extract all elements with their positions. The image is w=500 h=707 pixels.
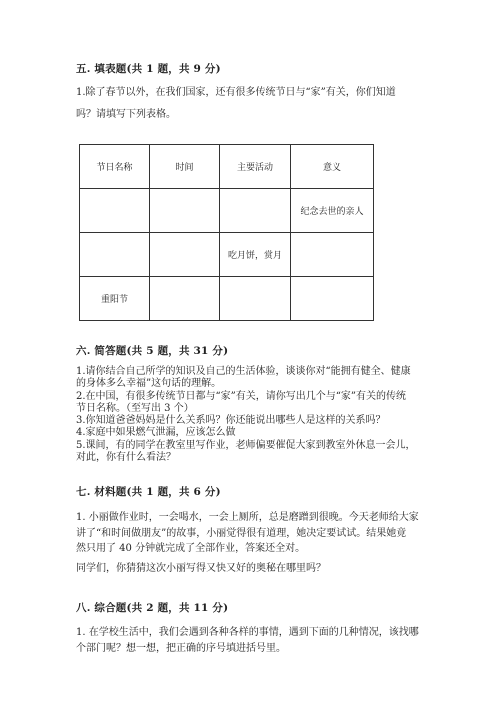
table-cell: 重阳节 <box>80 277 150 321</box>
section-7-title: 七. 材料题(共 1 题，共 6 分) <box>76 486 221 498</box>
table-row <box>80 189 374 233</box>
question-line: 4.家庭中如果燃气泄漏，应该怎么做 <box>76 427 236 439</box>
section-8-title: 八. 综合题(共 2 题，共 11 分) <box>76 602 229 614</box>
table-cell[interactable] <box>80 233 150 277</box>
header-meaning: 意义 <box>291 145 374 189</box>
table-cell[interactable] <box>220 277 291 321</box>
table-cell[interactable] <box>80 189 150 233</box>
section-8-question-1 <box>76 625 428 656</box>
question-line: 节日名称。（至写出 3 个） <box>76 402 194 414</box>
section-5-title: 五. 填表题(共 1 题，共 9 分) <box>76 63 221 75</box>
table-cell: 纪念去世的亲人 <box>291 189 374 233</box>
table-cell[interactable] <box>150 189 220 233</box>
question-line: 1.除了春节以外，在我们国家，还有很多传统节日与“家”有关，你们知道 <box>76 87 396 98</box>
question-line: 3.你知道爸爸妈妈是什么关系吗？你还能说出哪些人是这样的关系吗？ <box>76 415 386 427</box>
table-cell[interactable] <box>291 233 374 277</box>
material-line: 1. 小丽做作业时，一会喝水，一会上厕所，总是磨蹭到很晚。今天老师给大家 <box>76 512 419 523</box>
question-line: 的身体多么幸福”这句话的理解。 <box>76 378 222 390</box>
table-cell[interactable] <box>150 233 220 277</box>
question-line: 个部门呢？想一想，把正确的序号填进括号里。 <box>76 642 286 654</box>
table-cell[interactable] <box>150 277 220 321</box>
section-6-questions <box>76 366 428 464</box>
section-5-question-1 <box>76 85 428 122</box>
header-time: 时间 <box>150 145 220 189</box>
festival-table <box>79 144 374 321</box>
section-6-title: 六. 简答题(共 5 题，共 31 分) <box>76 345 229 357</box>
header-main-activity: 主要活动 <box>220 145 291 189</box>
table-row <box>80 277 374 321</box>
question-line: 1. 在学校生活中，我们会遇到各种各样的事情，遇到下面的几种情况，该找哪 <box>76 627 419 638</box>
section-7-question: 同学们，你猜猜这次小丽写得又快又好的奥秘在哪里吗？ <box>76 563 326 574</box>
table-row <box>80 233 374 277</box>
table-cell[interactable] <box>220 189 291 233</box>
section-7-material <box>76 510 428 557</box>
question-line: 1.请你结合自己所学的知识及自己的生活体验，谈谈你对“能拥有健全、健康 <box>76 366 411 377</box>
table-header-row <box>80 145 374 189</box>
table-cell: 吃月饼，赏月 <box>220 233 291 277</box>
table-cell[interactable] <box>291 277 374 321</box>
question-line: 2.在中国，有很多传统节日都与“家”有关，请你写出几个与“家”有关的传统 <box>76 390 406 402</box>
material-line: 然只用了 40 分钟就完成了全部作业，答案还全对。 <box>76 543 306 554</box>
question-line: 对此，你有什么看法？ <box>76 452 176 464</box>
header-festival-name: 节日名称 <box>80 145 150 189</box>
question-line: 吗？请填写下列表格。 <box>76 108 176 120</box>
material-line: 讲了“和时间做朋友”的故事，小丽觉得很有道理，她决定要试试。结果她竟 <box>76 527 407 539</box>
question-line: 5.课间，有的同学在教室里写作业，老师偏要催促大家到教室外休息一会儿， <box>76 439 416 451</box>
